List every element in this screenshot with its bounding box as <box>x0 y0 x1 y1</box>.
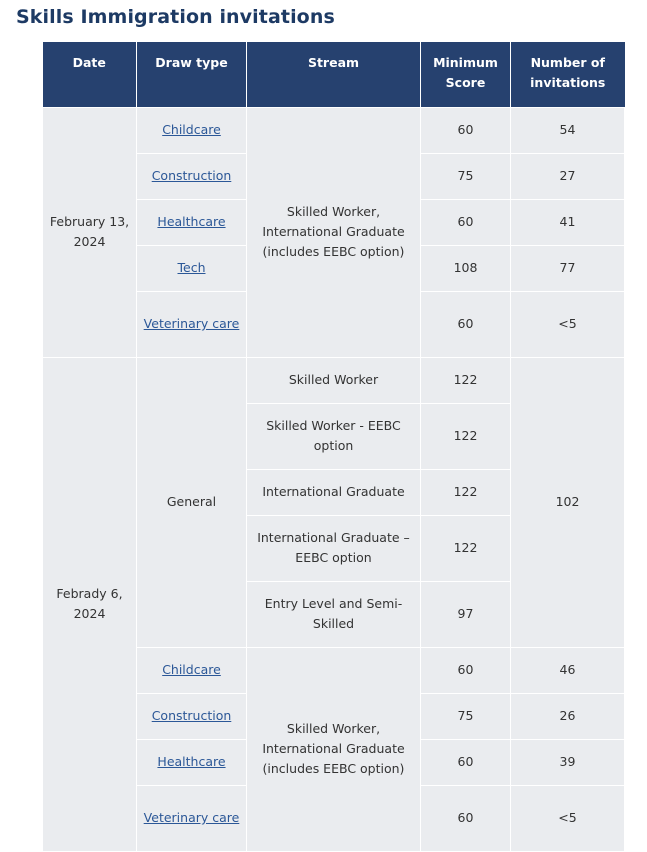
draw-type-link-tech[interactable]: Tech <box>177 260 206 275</box>
invitations-cell: <5 <box>511 785 625 851</box>
draw-type-cell <box>137 785 247 851</box>
stream-cell: International Graduate <box>247 469 421 515</box>
draw-type-cell <box>137 647 247 693</box>
header-stream: Stream <box>247 42 421 107</box>
draw-type-link-veterinary-care[interactable]: Veterinary care <box>143 810 240 825</box>
stream-cell: Skilled Worker, International Graduate (includes EEBC option) <box>247 107 421 357</box>
draw-type-cell: General <box>137 357 247 647</box>
draw-type-link-veterinary-care[interactable]: Veterinary care <box>143 316 240 331</box>
invitations-cell: 102 <box>511 357 625 647</box>
draw-type-link-childcare[interactable]: Childcare <box>162 662 221 677</box>
score-cell: 60 <box>421 107 511 153</box>
score-cell: 122 <box>421 515 511 581</box>
stream-cell: International Graduate – EEBC option <box>247 515 421 581</box>
invitations-cell: 41 <box>511 199 625 245</box>
invitations-cell: <5 <box>511 291 625 357</box>
date-cell: Febrady 6, 2024 <box>43 357 137 851</box>
score-cell: 60 <box>421 647 511 693</box>
score-cell: 122 <box>421 469 511 515</box>
invitations-cell: 39 <box>511 739 625 785</box>
score-cell: 60 <box>421 785 511 851</box>
invitations-cell: 54 <box>511 107 625 153</box>
stream-cell: Skilled Worker <box>247 357 421 403</box>
invitations-cell: 27 <box>511 153 625 199</box>
stream-cell: Entry Level and Semi-Skilled <box>247 581 421 647</box>
page-title: Skills Immigration invitations <box>16 6 335 28</box>
header-draw-type: Draw type <box>137 42 247 107</box>
score-cell: 122 <box>421 357 511 403</box>
stream-cell: Skilled Worker, International Graduate (includes EEBC option) <box>247 647 421 851</box>
stream-cell: Skilled Worker - EEBC option <box>247 403 421 469</box>
invitations-cell: 77 <box>511 245 625 291</box>
draw-type-link-childcare[interactable]: Childcare <box>162 122 221 137</box>
draw-type-link-healthcare[interactable]: Healthcare <box>157 754 226 769</box>
table-row <box>43 357 625 403</box>
draw-type-cell <box>137 291 247 357</box>
draw-type-cell <box>137 153 247 199</box>
score-cell: 60 <box>421 199 511 245</box>
draw-type-cell <box>137 199 247 245</box>
score-cell: 97 <box>421 581 511 647</box>
invitations-cell: 26 <box>511 693 625 739</box>
draw-type-cell <box>137 245 247 291</box>
header-date: Date <box>43 42 137 107</box>
table-header-row <box>43 42 625 107</box>
score-cell: 60 <box>421 291 511 357</box>
score-cell: 60 <box>421 739 511 785</box>
header-minimum-score: Minimum Score <box>421 42 511 107</box>
draw-type-cell <box>137 739 247 785</box>
header-number-of-invitations: Number of invitations <box>511 42 625 107</box>
draw-type-link-construction[interactable]: Construction <box>151 708 232 723</box>
draw-type-cell <box>137 693 247 739</box>
draw-type-cell <box>137 107 247 153</box>
draw-type-link-healthcare[interactable]: Healthcare <box>157 214 226 229</box>
score-cell: 108 <box>421 245 511 291</box>
date-cell: February 13, 2024 <box>43 107 137 357</box>
score-cell: 75 <box>421 153 511 199</box>
invitations-table <box>42 42 625 852</box>
score-cell: 75 <box>421 693 511 739</box>
score-cell: 122 <box>421 403 511 469</box>
draw-type-link-construction[interactable]: Construction <box>151 168 232 183</box>
table-row <box>43 107 625 153</box>
invitations-cell: 46 <box>511 647 625 693</box>
